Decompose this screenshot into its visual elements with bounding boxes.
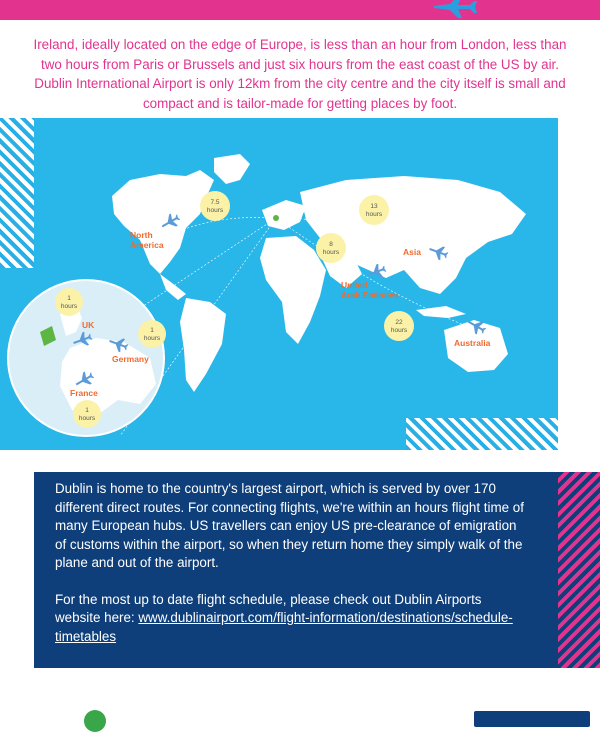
duration-australia-unit: hours xyxy=(390,327,408,334)
footer-circle-icon xyxy=(84,710,106,732)
flight-schedule-text: For the most up to date flight schedule, please check out Dublin Airports website here: xyxy=(55,591,482,625)
north-america-shape xyxy=(112,170,214,274)
duration-asia: 13 xyxy=(370,203,378,210)
central-america-shape xyxy=(160,274,186,300)
world-map xyxy=(0,118,558,450)
duration-france: 1 xyxy=(85,407,89,414)
south-america-shape xyxy=(180,298,226,392)
label-germany: Germany xyxy=(112,354,149,364)
footer-button[interactable] xyxy=(474,711,590,727)
duration-north-america: 7.5 xyxy=(210,199,220,206)
duration-uk-unit: hours xyxy=(60,303,78,310)
airport-info-box xyxy=(34,472,558,668)
label-north-america-2: America xyxy=(130,240,164,250)
duration-asia-unit: hours xyxy=(365,211,383,218)
label-uk: UK xyxy=(82,320,95,330)
top-banner xyxy=(0,0,600,20)
decorative-stripes xyxy=(0,118,34,268)
decorative-stripes xyxy=(406,418,558,450)
duration-uk: 1 xyxy=(67,295,71,302)
label-north-america: North xyxy=(130,230,153,240)
duration-north-america-unit: hours xyxy=(206,207,224,214)
duration-france-unit: hours xyxy=(78,415,96,422)
duration-uae-unit: hours xyxy=(322,249,340,256)
world-map-graphic xyxy=(0,118,558,450)
label-australia: Australia xyxy=(454,338,491,348)
duration-germany-unit: hours xyxy=(143,335,161,342)
airplane-icon xyxy=(430,0,482,18)
duration-australia: 22 xyxy=(395,319,403,326)
label-asia: Asia xyxy=(403,247,421,257)
schedule-timetables-link[interactable]: www.dublinairport.com/flight-information/destinations/schedule-timetables xyxy=(55,610,513,644)
dublin-marker xyxy=(273,215,279,221)
duration-germany: 1 xyxy=(150,327,154,334)
europe-shape xyxy=(262,200,306,230)
label-uae-2: Arab Emirates xyxy=(341,290,399,300)
flight-schedule-paragraph xyxy=(55,591,528,647)
label-france: France xyxy=(70,388,98,398)
africa-shape xyxy=(260,236,326,344)
greenland-shape xyxy=(214,154,250,184)
indonesia-shape xyxy=(416,306,466,318)
airport-info-paragraph: Dublin is home to the country's largest airport, which is served by over 170 different direct routes. For connecting flights, we're within an hours flight time of many European hubs. US travellers can enjoy US pre-clearance of emigration of customs within the airport, so when they return home they simply walk of the plane and out of the airport. xyxy=(55,481,524,570)
duration-uae: 8 xyxy=(329,241,333,248)
intro-text: Ireland, ideally located on the edge of Europe, is less than an hour from London, less than two hours from Paris or Brussels and just six hours from the east coast of the US by air. Dublin International Airport is only 12km from the city centre and the city itself is small and compact and is tailor-made for getting places by foot. xyxy=(33,37,567,111)
label-uae: United xyxy=(341,280,368,290)
decorative-stripes xyxy=(558,472,600,668)
